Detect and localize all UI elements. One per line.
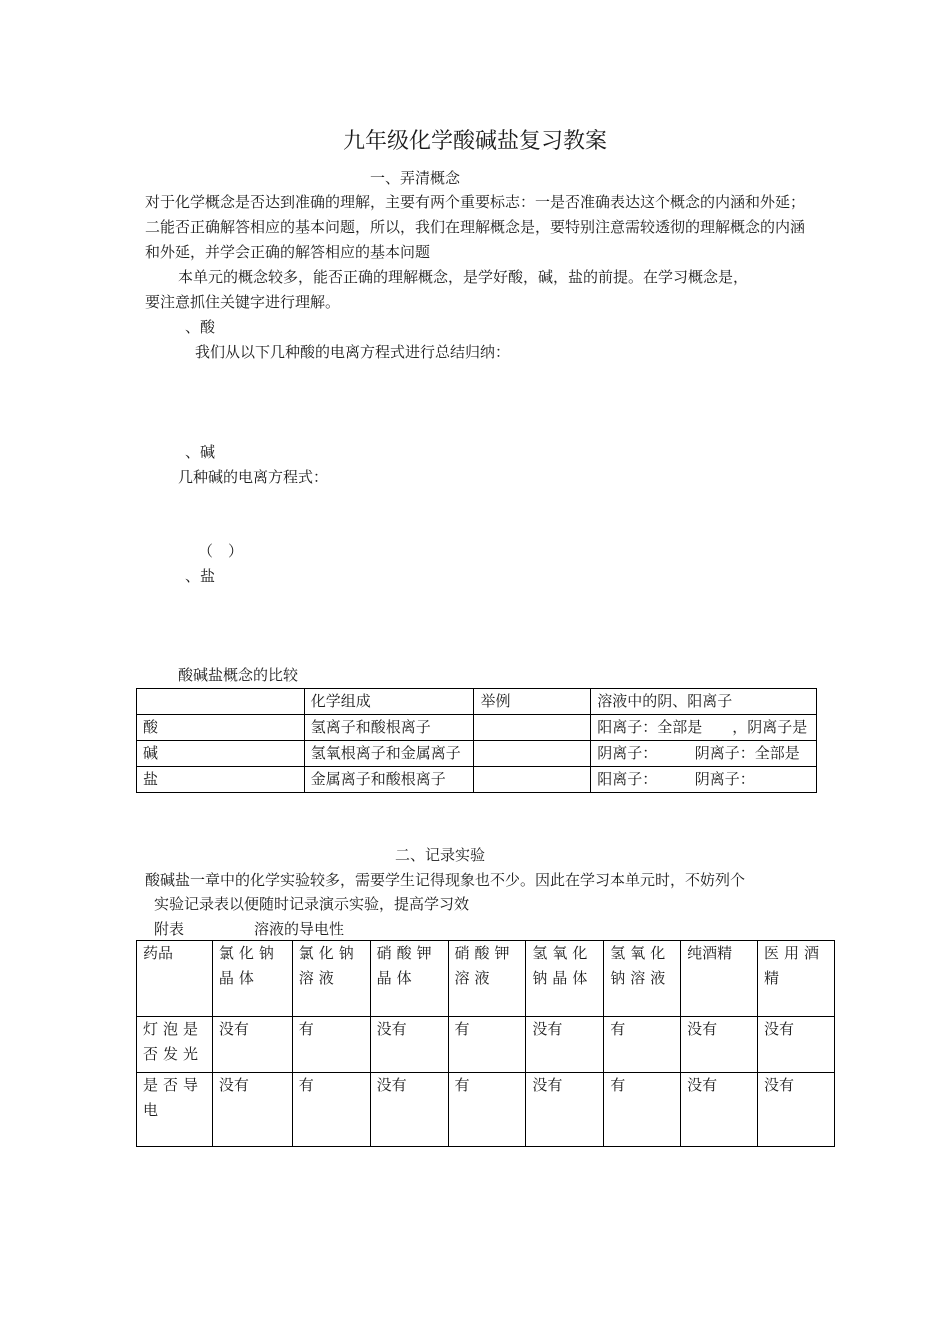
table-cell: 有 [604, 1073, 681, 1147]
table-cell: 有 [292, 1017, 370, 1073]
table-row [137, 741, 817, 767]
table-header-row [137, 941, 835, 1017]
table-cell: 氢离子和酸根离子 [304, 715, 474, 741]
section2-line1: 酸碱盐一章中的化学实验较多，需要学生记得现象也不少。因此在学习本单元时，不妨列个 [145, 871, 746, 889]
table-cell: 是否导电 [137, 1073, 213, 1147]
table-cell: 金属离子和酸根离子 [304, 767, 474, 793]
table-header-cell: 化学组成 [304, 689, 474, 715]
table-cell: 没有 [758, 1017, 835, 1073]
conductivity-table [136, 940, 835, 1147]
table-cell [474, 741, 591, 767]
table-row [137, 1017, 835, 1073]
section2-heading: 二、记录实验 [394, 846, 485, 864]
table-cell: 有 [448, 1017, 526, 1073]
table-cell: 阳离子：全部是 ，阴离子是 [591, 715, 817, 741]
section2-line2: 实验记录表以便随时记录演示实验，提高学习效 [154, 895, 470, 913]
table-cell: 没有 [526, 1073, 604, 1147]
table-cell: 酸 [137, 715, 305, 741]
table-cell: 盐 [137, 767, 305, 793]
table-cell [474, 715, 591, 741]
page-title: 九年级化学酸碱盐复习教案 [342, 129, 607, 154]
table-header-cell: 举例 [474, 689, 591, 715]
table-caption-prefix: 附表 [154, 920, 185, 938]
table-header-cell: 硝酸钾溶液 [448, 941, 526, 1017]
compare-table-caption: 酸碱盐概念的比较 [178, 666, 299, 684]
table-row [137, 767, 817, 793]
table-cell: 没有 [758, 1073, 835, 1147]
table-cell: 没有 [212, 1073, 292, 1147]
table-cell: 阴离子： 阴离子：全部是 [591, 741, 817, 767]
table-header-cell: 氢氧化钠溶液 [604, 941, 681, 1017]
table-cell: 没有 [370, 1017, 448, 1073]
table-cell: 有 [292, 1073, 370, 1147]
table-header-cell: 纯酒精 [681, 941, 758, 1017]
table-header-cell: 硝酸钾晶体 [370, 941, 448, 1017]
paren-blank: （ ） [198, 542, 244, 560]
table-cell: 没有 [681, 1017, 758, 1073]
table-header-cell: 氢氧化钠晶体 [526, 941, 604, 1017]
table-cell: 碱 [137, 741, 305, 767]
table-header-cell: 医用酒精 [758, 941, 835, 1017]
table-header-cell: 氯化钠晶体 [212, 941, 292, 1017]
table-cell: 没有 [370, 1073, 448, 1147]
acid-intro: 我们从以下几种酸的电离方程式进行总结归纳： [195, 343, 511, 361]
section1-paragraph1: 对于化学概念是否达到准确的理解，主要有两个重要标志：一是否准确表达这个概念的内涵和外延；二能否正确解答相应的基本问题，所以，我们在理解概念是，要特别注意需较透彻的理解概念的内涵和外延，并学会正确的解答相应的基本问题 [145, 193, 806, 261]
table-row [137, 715, 817, 741]
table-cell [474, 767, 591, 793]
table-row [137, 1073, 835, 1147]
table-cell: 氢氧根离子和金属离子 [304, 741, 474, 767]
table-header-cell: 药品 [137, 941, 213, 1017]
table-cell: 灯泡是否发光 [137, 1017, 213, 1073]
section1-paragraph2-line1: 本单元的概念较多，能否正确的理解概念，是学好酸，碱，盐的前提。在学习概念是， [178, 268, 749, 286]
base-label: 、碱 [185, 443, 216, 461]
table-header-cell [137, 689, 305, 715]
table-cell: 没有 [526, 1017, 604, 1073]
salt-label: 、盐 [185, 567, 216, 585]
table-header-cell: 溶液中的阴、阳离子 [591, 689, 817, 715]
acid-label: 、酸 [185, 318, 216, 336]
table-header-cell: 氯化钠溶液 [292, 941, 370, 1017]
base-intro: 几种碱的电离方程式： [178, 468, 329, 486]
table-cell: 阳离子： 阴离子： [591, 767, 817, 793]
compare-table [136, 688, 817, 793]
table-cell: 有 [604, 1017, 681, 1073]
table-header-row [137, 689, 817, 715]
table-cell: 没有 [212, 1017, 292, 1073]
section1-heading: 一、弄清概念 [369, 169, 460, 187]
table-cell: 有 [448, 1073, 526, 1147]
section1-paragraph2-line2: 要注意抓住关键字进行理解。 [145, 293, 341, 311]
table-caption: 溶液的导电性 [254, 920, 345, 938]
table-cell: 没有 [681, 1073, 758, 1147]
